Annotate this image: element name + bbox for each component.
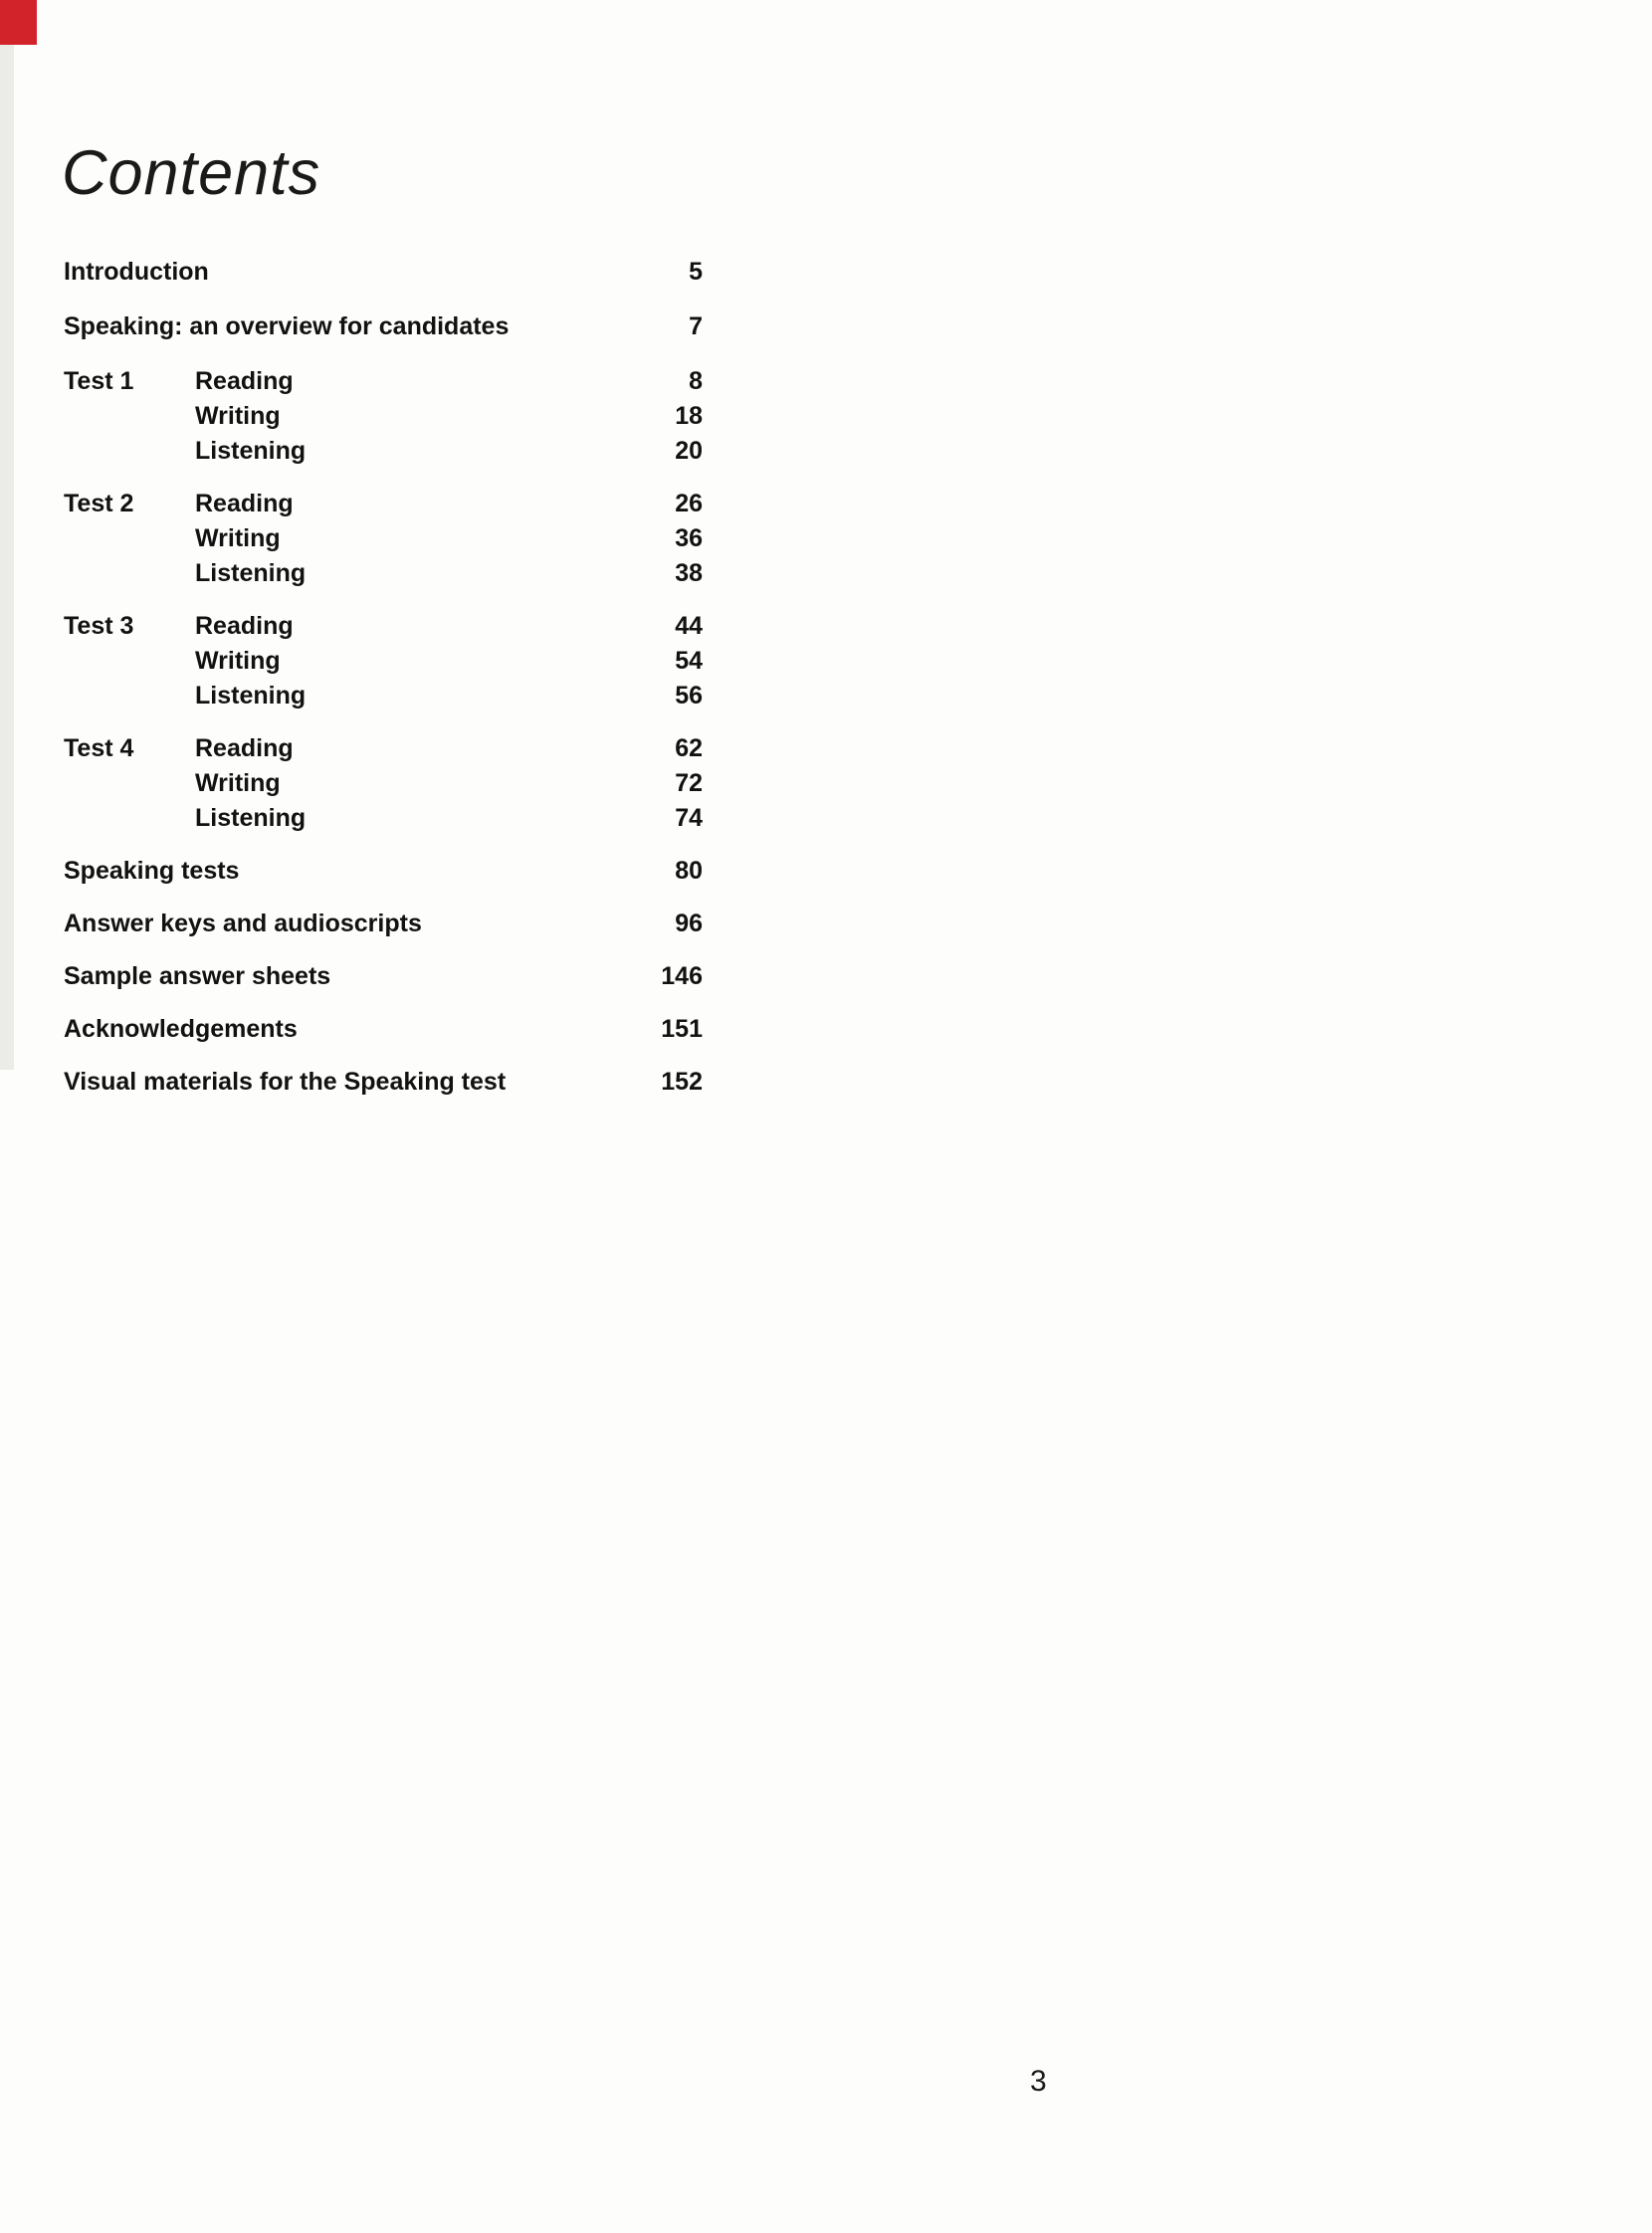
toc-test-name: Test 3 <box>64 612 134 640</box>
toc-entry <box>64 1065 703 1099</box>
toc-test-name: Test 4 <box>64 734 134 762</box>
toc-entry-page: 5 <box>689 258 703 286</box>
toc-entry-page: 20 <box>675 437 703 465</box>
toc-entry-label: Answer keys and audioscripts <box>64 910 422 937</box>
toc-entry-page: 44 <box>675 612 703 640</box>
toc-entry-label: Visual materials for the Speaking test <box>64 1068 507 1096</box>
toc-entry-label: Reading <box>195 734 294 762</box>
toc-entry-label: Reading <box>195 490 294 517</box>
toc-entry-page: 80 <box>675 857 703 885</box>
toc-section-entry <box>195 801 703 836</box>
page-title: Contents <box>62 138 321 208</box>
toc-entry-label: Reading <box>195 367 294 395</box>
toc-entry-page: 8 <box>689 367 703 395</box>
footer-page-number: 3 <box>1030 2065 1047 2098</box>
toc-test-name: Test 1 <box>64 367 134 395</box>
toc-entry-label: Listening <box>195 559 307 587</box>
toc-entry <box>64 907 703 940</box>
toc-entry-label: Listening <box>195 804 307 832</box>
toc-section-entry <box>195 399 703 434</box>
scan-paper-edge <box>0 45 14 1070</box>
toc-entry-page: 26 <box>675 490 703 517</box>
toc-entry-page: 54 <box>675 647 703 675</box>
toc-section-entry <box>195 556 703 591</box>
toc-entry-label: Sample answer sheets <box>64 962 331 990</box>
toc-section-entry <box>195 679 703 713</box>
toc-test-group <box>64 364 703 469</box>
toc-entry-label: Speaking tests <box>64 857 240 885</box>
toc-entry-label: Writing <box>195 769 281 797</box>
toc-entry-page: 56 <box>675 682 703 710</box>
toc-entry-label: Listening <box>195 437 307 465</box>
toc-section-entry <box>195 766 703 801</box>
toc-entry <box>64 1012 703 1046</box>
toc-entry-page: 152 <box>661 1068 703 1096</box>
toc-entry-label: Speaking: an overview for candidates <box>64 312 510 340</box>
toc-test-sections <box>195 609 703 713</box>
toc-entry-page: 38 <box>675 559 703 587</box>
toc-entry-label: Writing <box>195 524 281 552</box>
toc-section-entry <box>195 487 703 521</box>
toc-entry-label: Introduction <box>64 258 209 286</box>
toc-top-entries <box>64 255 703 343</box>
toc-test-sections <box>195 731 703 836</box>
toc <box>64 255 703 1117</box>
toc-test-group <box>64 609 703 713</box>
toc-entry-page: 96 <box>675 910 703 937</box>
toc-section-entry <box>195 609 703 644</box>
toc-entry-label: Acknowledgements <box>64 1015 298 1043</box>
toc-entry-page: 146 <box>661 962 703 990</box>
toc-entry-page: 72 <box>675 769 703 797</box>
toc-entry-page: 7 <box>689 312 703 340</box>
toc-bottom-entries <box>64 854 703 1099</box>
toc-test-sections <box>195 364 703 469</box>
toc-test-group <box>64 731 703 836</box>
toc-entry-page: 74 <box>675 804 703 832</box>
toc-test-sections <box>195 487 703 591</box>
toc-section-entry <box>195 521 703 556</box>
toc-test-groups <box>64 364 703 836</box>
toc-entry-label: Writing <box>195 647 281 675</box>
scan-red-edge <box>0 0 37 45</box>
toc-entry <box>64 854 703 888</box>
toc-entry-page: 151 <box>661 1015 703 1043</box>
toc-entry-page: 36 <box>675 524 703 552</box>
toc-entry <box>64 255 703 289</box>
toc-entry-page: 62 <box>675 734 703 762</box>
toc-entry <box>64 959 703 993</box>
toc-section-entry <box>195 731 703 766</box>
toc-entry-page: 18 <box>675 402 703 430</box>
toc-test-name: Test 2 <box>64 490 134 517</box>
toc-entry <box>64 309 703 343</box>
toc-entry-label: Reading <box>195 612 294 640</box>
toc-section-entry <box>195 434 703 469</box>
toc-section-entry <box>195 364 703 399</box>
toc-test-group <box>64 487 703 591</box>
toc-entry-label: Listening <box>195 682 307 710</box>
toc-section-entry <box>195 644 703 679</box>
toc-entry-label: Writing <box>195 402 281 430</box>
